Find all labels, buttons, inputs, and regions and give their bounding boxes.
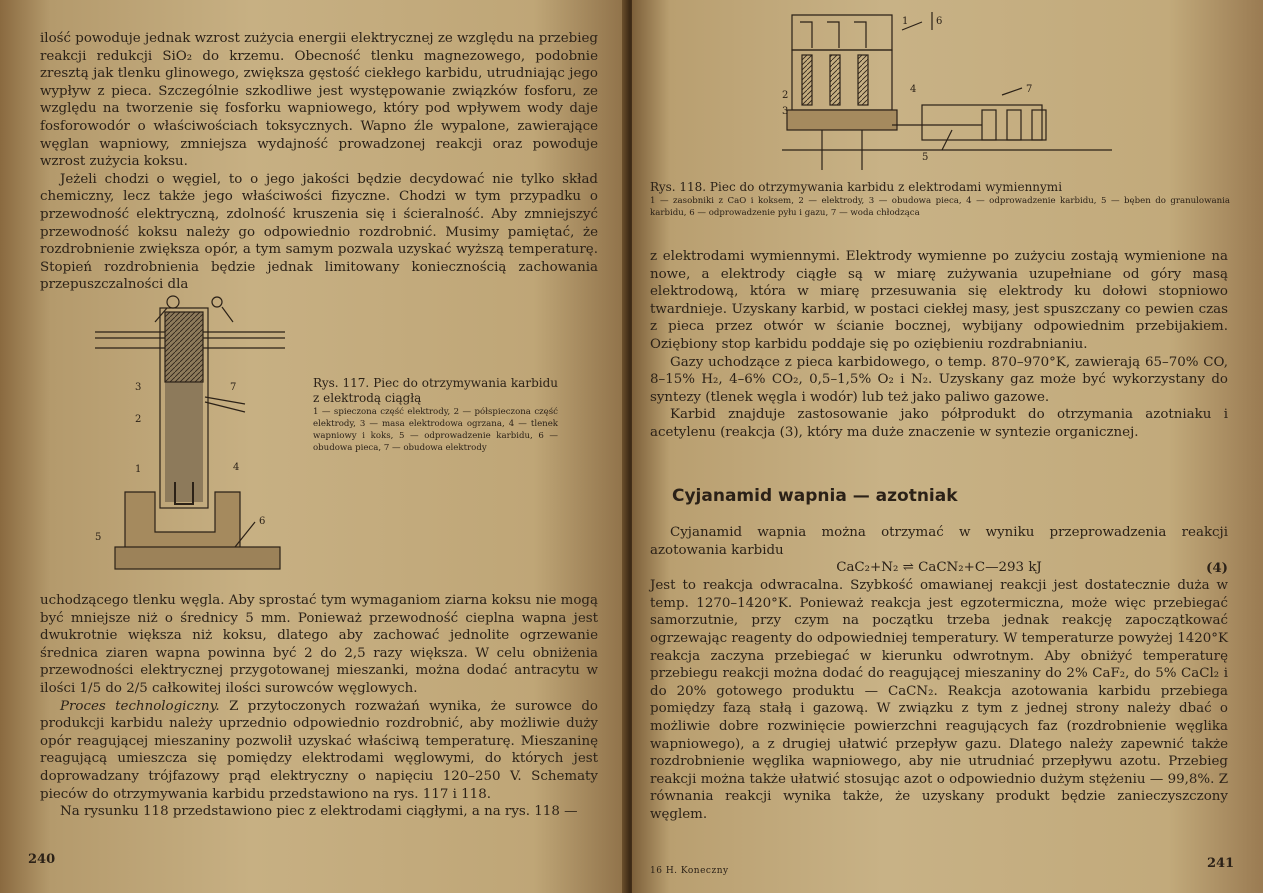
- figure-117-legend: 1 — spieczona część elektrody, 2 — półspieczona część elektrody, 3 — masa elektrodowa ogrzana, 4 — tlenek wapniowy i koks, 5 — odprowadzenie karbidu, 6 — obudowa pieca, 7 — obudowa elektrody: [313, 407, 558, 453]
- equation-text: CaC₂+N₂ ⇌ CaCN₂+C—293 kJ: [836, 560, 1042, 576]
- fig118-label-6: 6: [936, 16, 943, 27]
- fig117-label-6: 6: [259, 516, 266, 527]
- right-main-text: [650, 248, 1228, 442]
- fig117-label-4: 4: [233, 462, 240, 473]
- left-page: [0, 0, 628, 893]
- left-bottom-text: [40, 592, 598, 821]
- fig117-label-1: 1: [135, 464, 142, 475]
- paragraph-bottom-1: uchodzącego tlenku węgla. Aby sprostać tym wymaganiom ziarna koksu nie mogą być mniejsze niż o średnicy 5 mm. Ponieważ przewodność cieplna wapna jest dwukrotnie większa niż koksu, dlatego aby zachować jednolite ogrzewanie średnica ziaren wapna powinna być 2 do 2,5 razy większa. W celu obniżenia przewodności elektrycznej przygotowanej mieszanki, można dodać antracytu w ilości 1/5 do 2/5 całkowitej ilości surowców węglowych.: [40, 593, 598, 696]
- paragraph-bottom-2: [40, 698, 598, 804]
- page-number-left: 240: [28, 852, 56, 867]
- fig118-label-7: 7: [1026, 84, 1033, 95]
- paragraph-right-2: Gazy uchodzące z pieca karbidowego, o temp. 870–970°K, zawierają 65–70% CO, 8–15% H₂, 4–6% CO₂, 0,5–1,5% O₂ i N₂. Uzyskany gaz może być wykorzystany do syntezy (tlenek węgla i wodór) lub też jako paliwo gazowe.: [650, 354, 1228, 405]
- figure-118-drawing: [782, 10, 1122, 180]
- fig118-label-5: 5: [922, 152, 929, 163]
- page-number-right: 241: [1207, 856, 1235, 871]
- fig118-label-2: 2: [782, 90, 789, 101]
- process-heading: Proces technologiczny.: [60, 698, 220, 714]
- fig118-label-4: 4: [910, 84, 917, 95]
- section-block: [672, 488, 1228, 506]
- fig118-label-3: 3: [782, 106, 789, 117]
- paragraph-right-5: Jest to reakcja odwracalna. Szybkość omawianej reakcji jest dostatecznie duża w temp. 1270–1420°K. Ponieważ reakcja jest egzotermiczna, może więc przebiegać samorzutnie, przy czym na początku trzeba jednak reakcję zapoczątkować ogrzewając reagenty do odpowiedniej temperatury. W temperaturze powyżej 1420°K reakcja zaczyna przebiegać w kierunku odwrotnym. Aby obniżyć temperaturę przebiegu reakcji można dodać do reagującej mieszaniny do 2% CaF₂, do 5% CaCl₂ i do 20% gotowego produktu — CaCN₂. Reakcja azotowania karbidu przebiega pomiędzy fazą stałą i gazową. W związku z tym z jednej strony należy dbać o możliwie dobre rozwinięcie powierzchni reagujących faz (rozdrobnienie węglika wapniowego), a z drugiej ułatwić przepływ gazu. Dlatego należy zapewnić także rozdrobnienie węglika wapniowego, aby nie utrudniać przepływu azotu. Przebieg reakcji można także ułatwić stosując azot o odpowiednio dużym stężeniu — 99,8%. Z równania reakcji wynika także, że uzyskany produkt będzie zanieczyszczony węglem.: [650, 578, 1228, 822]
- paragraph-right-4: Cyjanamid wapnia można otrzymać w wyniku przeprowadzenia reakcji azotowania karbidu: [650, 525, 1228, 558]
- right-section-text: [650, 524, 1228, 824]
- figure-117-caption: [313, 376, 558, 454]
- reaction-equation: [650, 559, 1228, 577]
- fig118-label-1: 1: [902, 16, 909, 27]
- figure-117-drawing: [95, 292, 295, 582]
- process-text: Z przytoczonych rozważań wynika, że surowce do produkcji karbidu należy uprzednio odpowiednio rozdrobnić, aby możliwie duży opór reagującej mieszaniny pozwolił uzyskać właściwą temperaturę. Mieszaninę reagującą umieszcza się pomiędzy elektrodami węglowymi, do których jest doprowadzany trójfazowy prąd elektryczny o napięciu 120–250 V. Schematy pieców do otrzymywania karbidu przedstawiono na rys. 117 i 118.: [40, 698, 598, 802]
- section-title: Cyjanamid wapnia — azotniak: [672, 486, 958, 506]
- equation-number: (4): [1206, 560, 1228, 577]
- figure-118: [782, 10, 1122, 180]
- paragraph-bottom-3: Na rysunku 118 przedstawiono piec z elektrodami ciągłymi, a na rys. 118 —: [60, 804, 578, 820]
- fig117-label-5: 5: [95, 532, 102, 543]
- fig117-label-7: 7: [230, 382, 237, 393]
- paragraph-top-2: Jeżeli chodzi o węgiel, to o jego jakości będzie decydować nie tylko skład chemiczny, lecz także jego właściwości fizyczne. Chodzi w tym przypadku o przewodność elektryczną, zdolność kruszenia się i ścieralność. Aby zmniejszyć przewodność koksu należy go odpowiednio rozdrobnić. Musimy pamiętać, że rozdrobnienie zwiększa opór, a tym samym pozwala uzyskać wyższą temperaturę. Stopień rozdrobnienia będzie jednak limitowany koniecznością zachowania przepuszczalności dla: [40, 171, 598, 293]
- fig117-label-3: 3: [135, 382, 142, 393]
- figure-118-caption: [650, 180, 1230, 219]
- figure-117: [95, 292, 295, 582]
- paragraph-right-3: Karbid znajduje zastosowanie jako półprodukt do otrzymania azotniaku i acetylenu (reakcja (3), który ma duże znaczenie w syntezie organicznej.: [650, 407, 1228, 440]
- right-page: [632, 0, 1263, 893]
- paragraph-top-1: ilość powoduje jednak wzrost zużycia energii elektrycznej ze względu na przebieg reakcji redukcji SiO₂ do krzemu. Obecność tlenku magnezowego, podobnie zresztą jak tlenku glinowego, zwiększa gęstość ciekłego karbidu, utrudniając jego wypływ z pieca. Szczególnie szkodliwe jest występowanie związków fosforu, ze względu na tworzenie się fosforku wapniowego, który pod wpływem wody daje fosforowodór o właściwościach toksycznych. Wapno źle wypalone, zawierające węglan wapniowy, zmniejsza wydajność prowadzonej reakcji oraz powoduje wzrost zużycia koksu.: [40, 31, 598, 170]
- figure-118-title: Rys. 118. Piec do otrzymywania karbidu z elektrodami wymiennymi: [650, 180, 1063, 194]
- fig117-label-2: 2: [135, 414, 142, 425]
- figure-118-legend: 1 — zasobniki z CaO i koksem, 2 — elektrody, 3 — obudowa pieca, 4 — odprowadzenie karbidu, 5 — bęben do granulowania karbidu, 6 — odprowadzenie pyłu i gazu, 7 — woda chłodząca: [650, 196, 1230, 218]
- paragraph-right-1: z elektrodami wymiennymi. Elektrody wymienne po zużyciu zostają wymienione na nowe, a elektrody ciągłe są w miarę zużywania uzupełniane od góry masą elektrodową, która w miarę przesuwania się elektrody ku dołowi stopniowo twardnieje. Uzyskany karbid, w postaci ciekłej masy, jest spuszczany co pewien czas z pieca przez otwór w ścianie bocznej, wybijany odpowiednim przebijakiem. Oziębiony stop karbidu poddaje się po oziębieniu rozdrabnianiu.: [650, 249, 1228, 352]
- figure-117-title: Rys. 117. Piec do otrzymywania karbidu z elektrodą ciągłą: [313, 376, 558, 405]
- page-footer: 16 H. Koneczny: [650, 866, 729, 876]
